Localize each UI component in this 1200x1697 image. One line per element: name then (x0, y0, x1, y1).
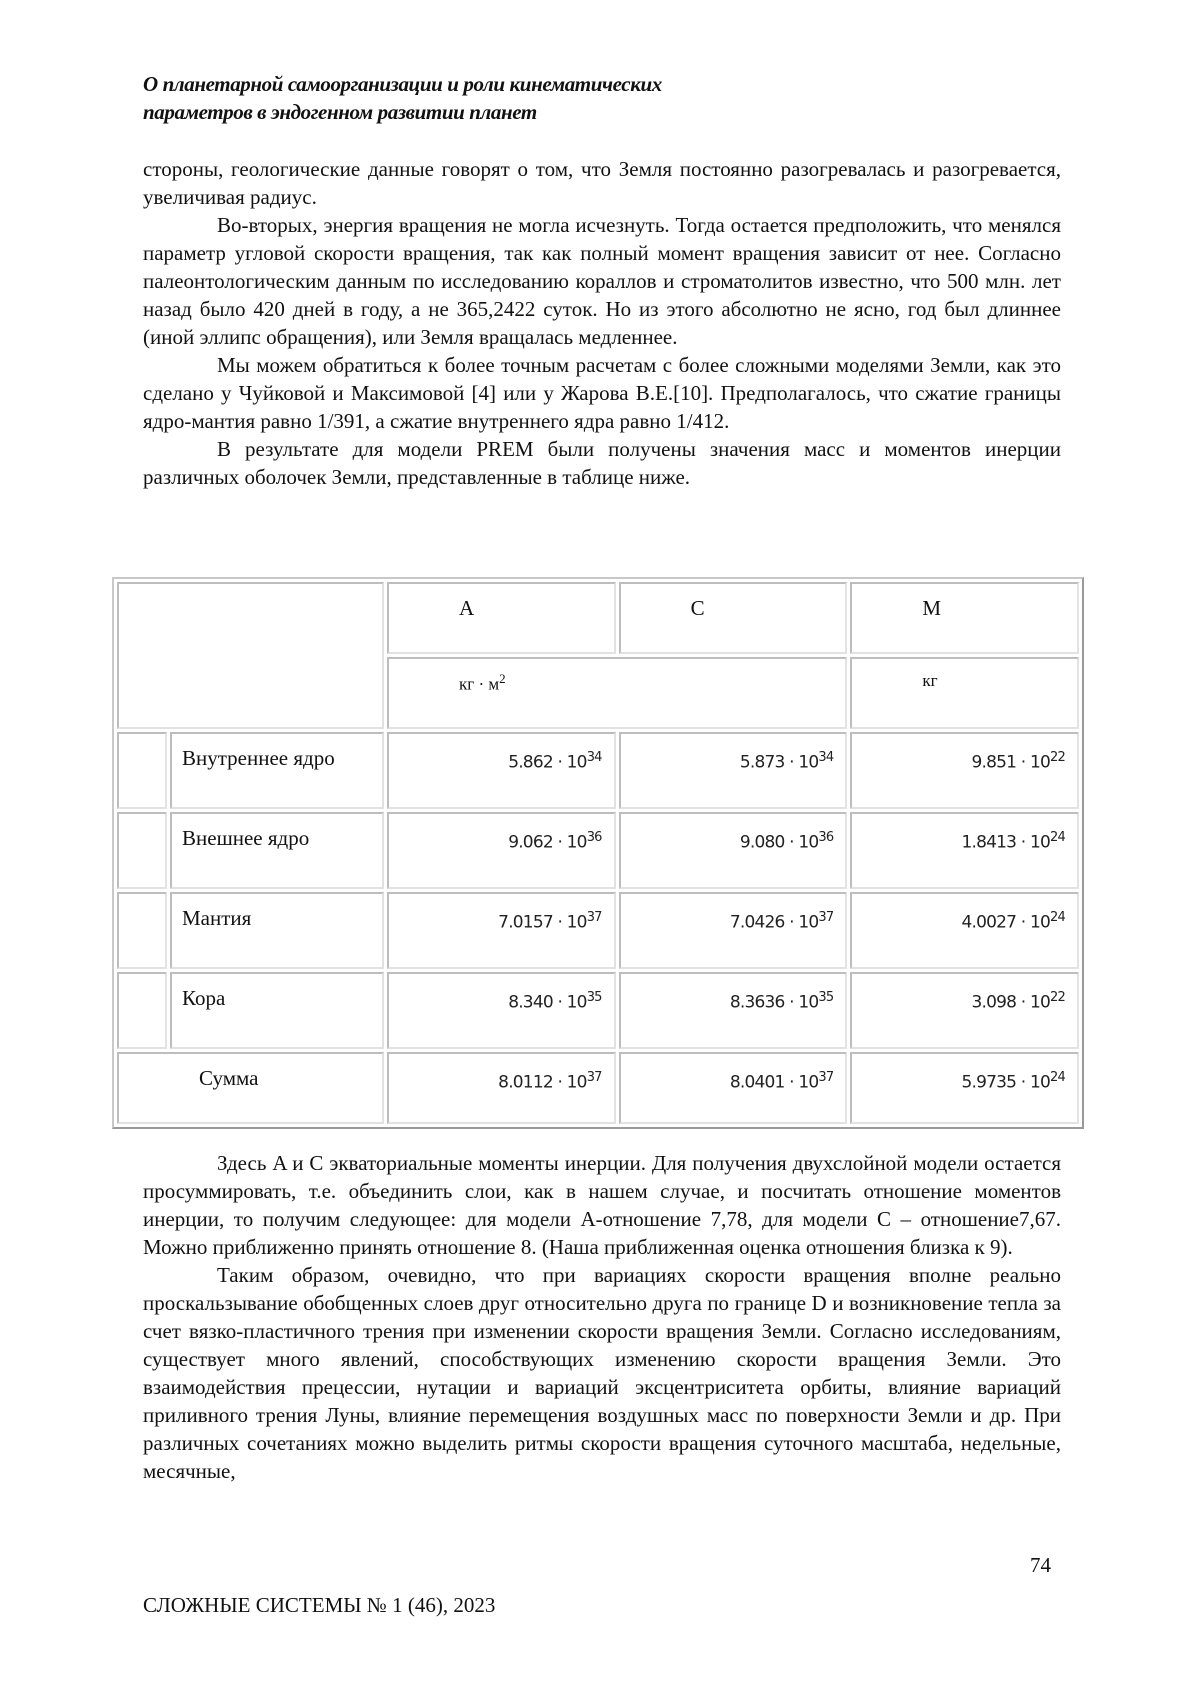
exponent: 35 (818, 990, 834, 1005)
mantissa: 8.0112 · 10 (498, 1072, 587, 1093)
text-block-after-table (143, 1149, 1061, 1485)
exponent: 37 (586, 1070, 602, 1085)
row-label: Внутреннее ядро (170, 732, 384, 809)
paragraph: Во-вторых, энергия вращения не могла исчезнуть. Тогда остается предположить, что менялся параметр угловой скорости вращения, так как полный момент вращения зависит от нее. Согласно палеонтологическим данным по исследованию кораллов и строматолитов известно, что 500 млн. лет назад было 420 дней в году, а не 365,2422 суток. Но из этого абсолютно не ясно, год был длиннее (иной эллипс обращения), или Земля вращалась медленнее. (143, 213, 1061, 349)
paragraph: Мы можем обратиться к более точным расчетам с более сложными моделями Земли, как это сделано у Чуйковой и Максимовой [4] или у Жарова В.Е.[10]. Предполагалось, что сжатие границы ядро-мантия равно 1/391, а сжатие внутреннего ядра равно 1/412. (143, 353, 1061, 433)
column-header-m: M (850, 582, 1079, 654)
cell-a (387, 972, 616, 1049)
exponent: 22 (1050, 750, 1065, 765)
row-label: Кора (170, 972, 384, 1049)
row-indent-cell (117, 732, 167, 809)
mantissa: 5.862 · 10 (508, 752, 587, 773)
paragraph: стороны, геологические данные говорят о том, что Земля постоянно разогревалась и разогревается, увеличивая радиус. (143, 157, 1061, 209)
exponent: 36 (586, 830, 602, 845)
mantissa: 7.0426 · 10 (729, 912, 819, 933)
table-row (117, 812, 1079, 889)
table-corner-cell (117, 582, 384, 729)
exponent: 35 (586, 990, 602, 1005)
row-indent-cell (117, 812, 167, 889)
exponent: 34 (586, 750, 602, 765)
journal-footer: СЛОЖНЫЕ СИСТЕМЫ № 1 (46), 2023 (143, 1593, 496, 1617)
exponent: 37 (818, 910, 834, 925)
mantissa: 9.062 · 10 (508, 832, 587, 853)
header-title-line-2: параметров в эндогенном развитии планет (143, 100, 537, 124)
row-label: Внешнее ядро (170, 812, 384, 889)
header-title-line-1: О планетарной самоорганизации и роли кинематических (143, 72, 662, 96)
mantissa: 4.0027 · 10 (961, 912, 1051, 933)
mantissa: 5.873 · 10 (739, 752, 819, 773)
mantissa: 9.851 · 10 (971, 752, 1051, 773)
mantissa: 5.9735 · 10 (961, 1072, 1051, 1093)
sum-label: Сумма (117, 1052, 384, 1124)
row-indent-cell (117, 972, 167, 1049)
mantissa: 7.0157 · 10 (498, 912, 587, 933)
cell-m (850, 812, 1079, 889)
unit-cell-ac (387, 657, 847, 729)
mantissa: 8.340 · 10 (508, 992, 587, 1013)
unit-cell-m: кг (850, 657, 1079, 729)
cell-m (850, 892, 1079, 969)
sum-cell-c (619, 1052, 848, 1124)
exponent: 22 (1050, 990, 1065, 1005)
table-sum-row (117, 1052, 1079, 1124)
text-block-before-table (143, 155, 1061, 491)
exponent: 37 (818, 1070, 834, 1085)
column-header-a: A (387, 582, 616, 654)
sum-cell-m (850, 1052, 1079, 1124)
unit-exponent: 2 (499, 671, 506, 686)
mantissa: 8.0401 · 10 (729, 1072, 819, 1093)
cell-c (619, 892, 848, 969)
mantissa: 3.098 · 10 (971, 992, 1051, 1013)
cell-m (850, 972, 1079, 1049)
cell-c (619, 812, 848, 889)
exponent: 37 (586, 910, 602, 925)
mantissa: 8.3636 · 10 (729, 992, 819, 1013)
exponent: 24 (1050, 910, 1065, 925)
paragraph: Таким образом, очевидно, что при вариациях скорости вращения вполне реально проскальзывание обобщенных слоев друг относительно друга по границе D и возникновение тепла за счет вязко-пластичного трения при изменении скорости вращения Земли. Согласно исследованиям, существует много явлений, способствующих изменению скорости вращения Земли. Это взаимодействия прецессии, нутации и вариаций эксцентриситета орбиты, влияние вариаций приливного трения Луны, влияние перемещения воздушных масс по поверхности Земли и др. При различных сочетаниях можно выделить ритмы скорости вращения суточного масштаба, недельные, месячные, (143, 1263, 1061, 1483)
table-header-row (117, 582, 1079, 654)
cell-a (387, 812, 616, 889)
row-label: Мантия (170, 892, 384, 969)
exponent: 24 (1050, 1070, 1065, 1085)
running-header (143, 70, 1043, 126)
mantissa: 1.8413 · 10 (961, 832, 1051, 853)
cell-m (850, 732, 1079, 809)
sum-cell-a (387, 1052, 616, 1124)
table-row (117, 732, 1079, 809)
table-row (117, 892, 1079, 969)
cell-a (387, 732, 616, 809)
column-header-c: C (619, 582, 848, 654)
cell-a (387, 892, 616, 969)
paragraph: В результате для модели PREM были получены значения масс и моментов инерции различных оболочек Земли, представленные в таблице ниже. (143, 437, 1061, 489)
exponent: 36 (818, 830, 834, 845)
paragraph: Здесь A и C экваториальные моменты инерции. Для получения двухслойной модели остается просуммировать, т.е. объединить слои, как в нашем случае, и посчитать отношение моментов инерции, то получим следующее: для модели А-отношение 7,78, для модели С – отношение7,67. Можно приближенно принять отношение 8. (Наша приближенная оценка отношения близка к 9). (143, 1151, 1061, 1259)
page-number: 74 (1030, 1553, 1051, 1577)
cell-c (619, 972, 848, 1049)
unit-text: кг · м (459, 674, 500, 694)
mantissa: 9.080 · 10 (739, 832, 819, 853)
exponent: 24 (1050, 830, 1065, 845)
table-row (117, 972, 1079, 1049)
moments-of-inertia-table (112, 577, 1084, 1129)
cell-c (619, 732, 848, 809)
exponent: 34 (818, 750, 834, 765)
row-indent-cell (117, 892, 167, 969)
